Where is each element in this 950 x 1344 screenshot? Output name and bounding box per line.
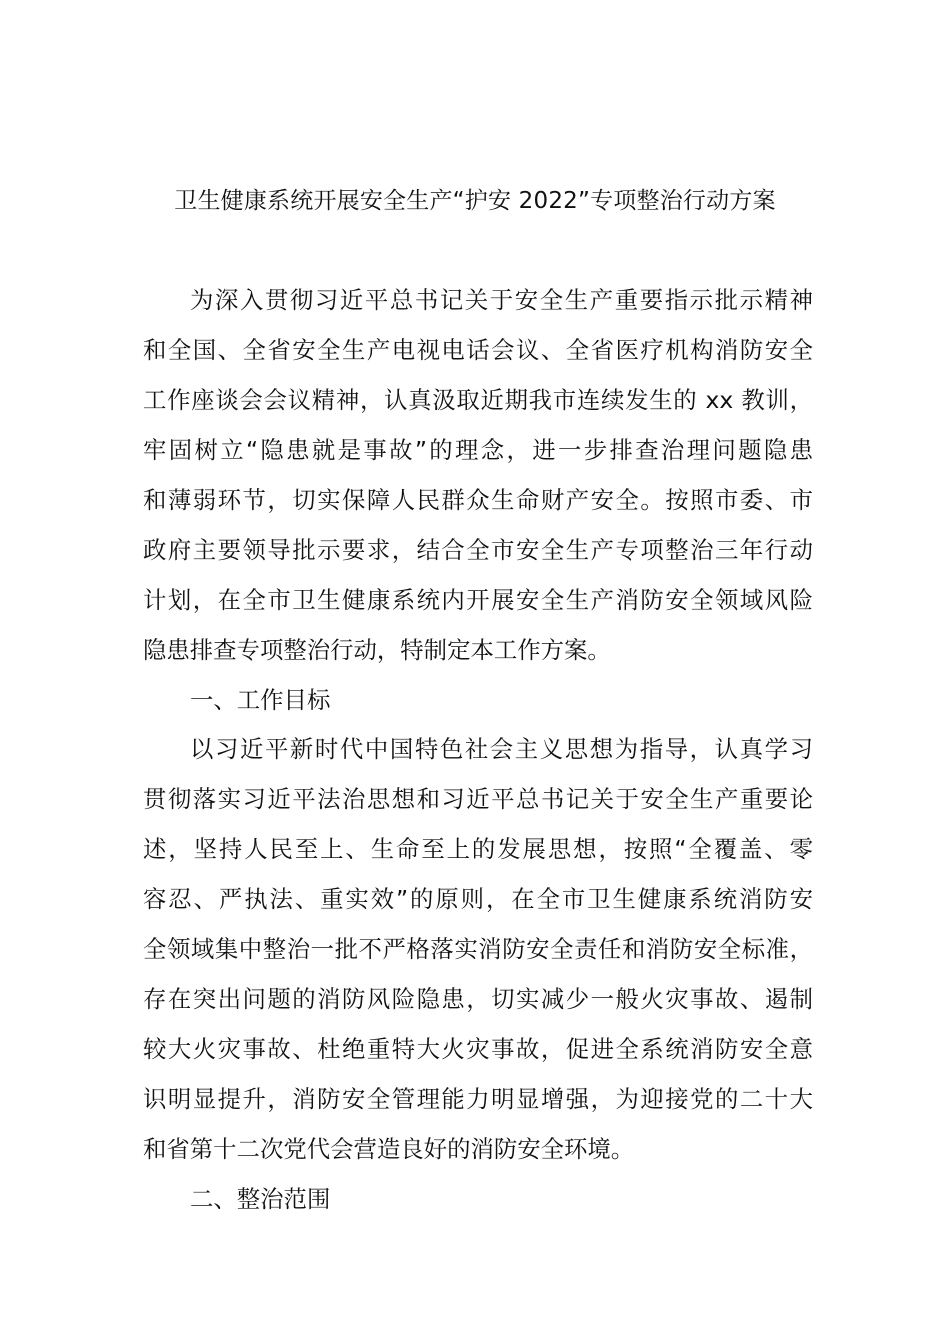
- intro-line-2: 和全国、全省安全生产电视电话会议、全省医疗机构消防安全: [143, 336, 813, 364]
- section1-line-4: 容忍、严执法、重实效”的原则，在全市卫生健康系统消防安: [143, 885, 813, 913]
- section1-line-3: 述，坚持人民至上、生命至上的发展思想，按照“全覆盖、零: [143, 835, 813, 863]
- section1-line-5: 全领域集中整治一批不严格落实消防安全责任和消防安全标准，: [143, 935, 813, 963]
- section1-line-7: 较大火灾事故、杜绝重特大火灾事故，促进全系统消防安全意: [143, 1035, 813, 1063]
- document-title: 卫生健康系统开展安全生产“护安 2022”专项整治行动方案: [174, 188, 776, 214]
- intro-line-1: 为深入贯彻习近平总书记关于安全生产重要指示批示精神: [190, 286, 813, 314]
- intro-line-3: 工作座谈会会议精神，认真汲取近期我市连续发生的 xx 教训，: [143, 386, 813, 414]
- section-heading-scope: 二、整治范围: [190, 1185, 331, 1213]
- section1-line-1: 以习近平新时代中国特色社会主义思想为指导，认真学习: [190, 735, 813, 763]
- intro-line-4: 牢固树立“隐患就是事故”的理念，进一步排查治理问题隐患: [143, 436, 813, 464]
- section1-line-2: 贯彻落实习近平法治思想和习近平总书记关于安全生产重要论: [143, 785, 813, 813]
- section1-line-9: 和省第十二次党代会营造良好的消防安全环境。: [143, 1135, 635, 1163]
- intro-line-7: 计划，在全市卫生健康系统内开展安全生产消防安全领域风险: [143, 586, 813, 614]
- section1-line-6: 存在突出问题的消防风险隐患，切实减少一般火灾事故、遏制: [143, 985, 813, 1013]
- intro-line-6: 政府主要领导批示要求，结合全市安全生产专项整治三年行动: [143, 536, 813, 564]
- section-heading-goals: 一、工作目标: [190, 686, 331, 714]
- section1-line-8: 识明显提升，消防安全管理能力明显增强，为迎接党的二十大: [143, 1085, 813, 1113]
- intro-line-8: 隐患排查专项整治行动，特制定本工作方案。: [143, 636, 611, 664]
- intro-line-5: 和薄弱环节，切实保障人民群众生命财产安全。按照市委、市: [143, 486, 813, 514]
